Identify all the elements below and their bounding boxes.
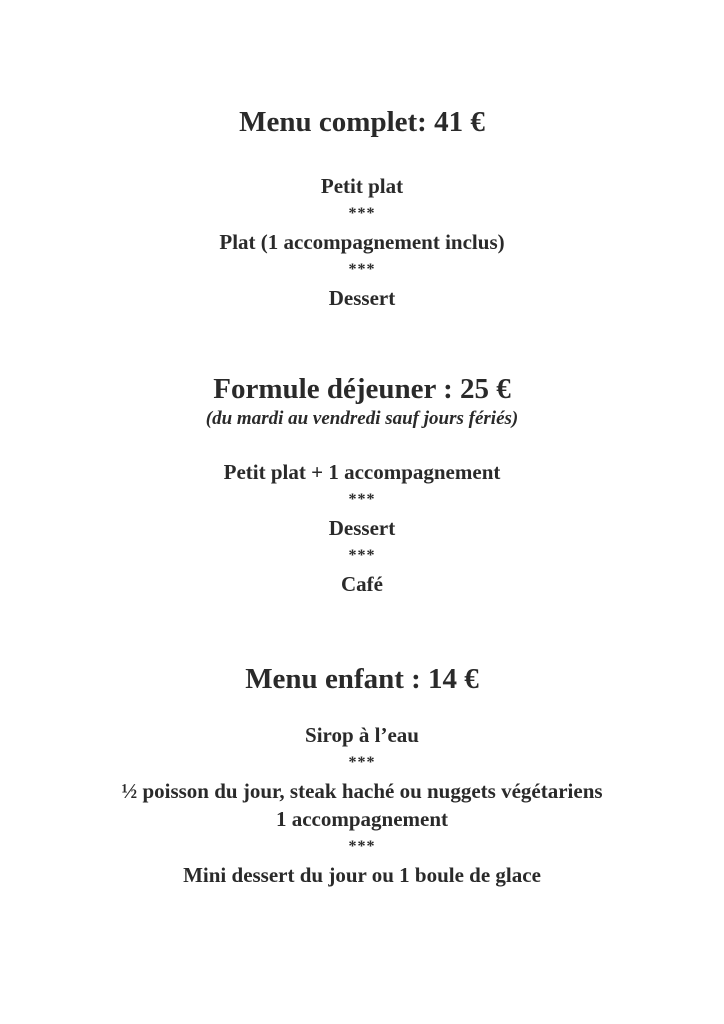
menu-item: Café [341,572,383,596]
menu-item: Dessert [328,516,396,540]
formule-dejeuner-section [0,371,724,598]
menu-item: Plat (1 accompagnement inclus) [219,230,505,254]
formule-dejeuner-items [0,458,724,598]
menu-item: 1 accompagnement [275,807,449,831]
menu-enfant-title: Menu enfant : 14 € [245,663,479,695]
menu-complet-section [0,104,724,312]
menu-item: Sirop à l’eau [305,723,419,747]
menu-enfant-section [0,661,724,889]
menu-item: ½ poisson du jour, steak haché ou nuggets végétariens [121,779,603,803]
formule-dejeuner-title: Formule déjeuner : 25 € [213,373,511,405]
menu-item: Mini dessert du jour ou 1 boule de glace [183,863,541,887]
menu-item: Petit plat [320,174,404,198]
separator: *** [348,754,376,771]
menu-complet-items [0,172,724,312]
menu-enfant-items [0,721,724,889]
separator: *** [348,205,376,222]
formule-dejeuner-subtitle: (du mardi au vendredi sauf jours fériés) [205,408,519,429]
separator: *** [348,838,376,855]
menu-item: Dessert [328,286,396,310]
menu-complet-title: Menu complet: 41 € [239,106,485,138]
menu-item: Petit plat + 1 accompagnement [223,460,501,484]
separator: *** [348,491,376,508]
separator: *** [348,261,376,278]
separator: *** [348,547,376,564]
